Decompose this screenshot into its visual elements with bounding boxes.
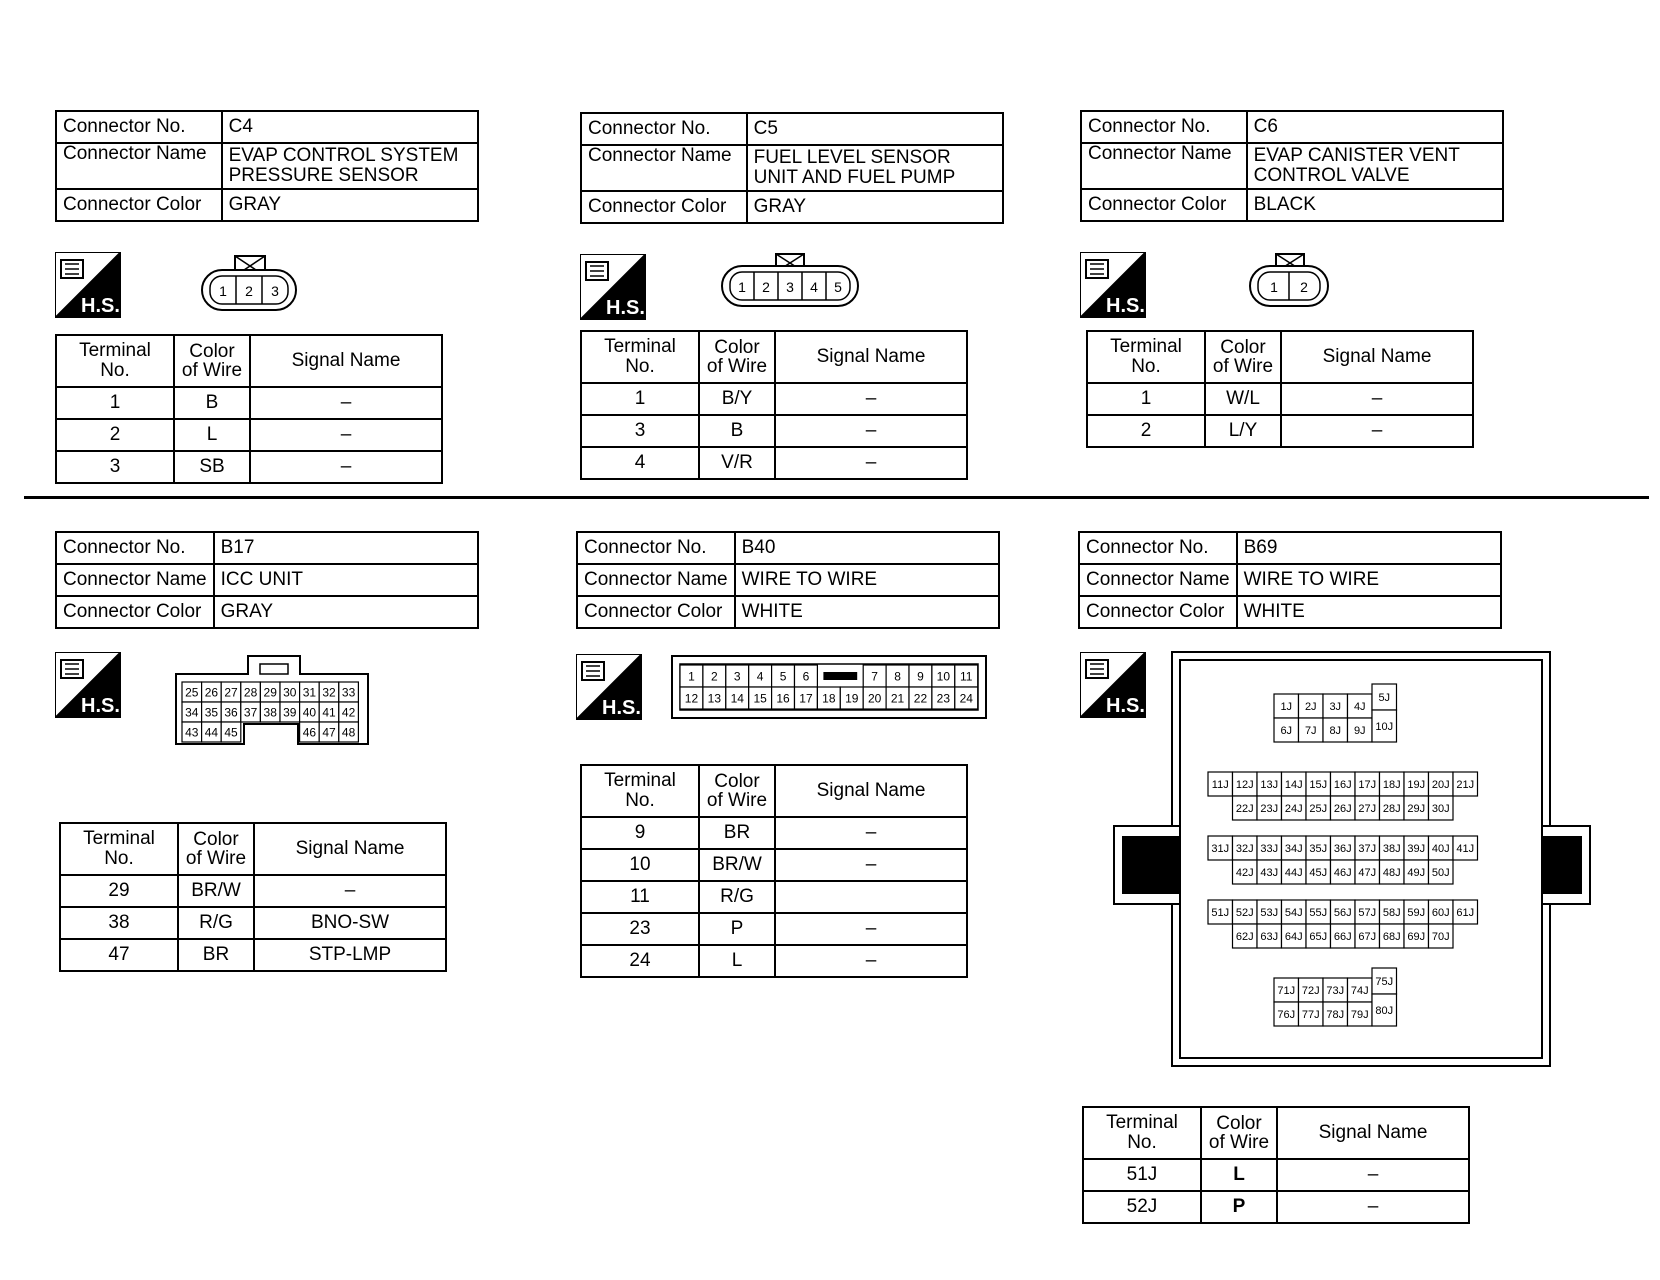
pin-label: 69J [1407,930,1426,943]
signal-name: – [775,945,967,977]
pin-label: 8 [894,669,901,684]
label: Connector Name [1079,564,1237,596]
wire-color: W/L [1205,383,1281,415]
signal-name: – [1281,383,1473,415]
pin-label: 7J [1304,724,1317,737]
pin-label: 37 [243,705,258,720]
pin-label: 11 [960,669,973,684]
section-divider [24,496,1649,499]
pin-label: 25 [185,685,199,700]
pin-label: 13 [707,691,722,706]
pin-1: 1 [1270,279,1278,295]
signal-header: Signal Name [1277,1107,1469,1159]
terminal-header: Terminal No. [60,823,178,875]
table-row [581,415,967,447]
pin-label: 6 [802,669,810,684]
pin-label: 18 [822,691,836,706]
signal-name [775,881,967,913]
label: Connector Color [581,191,747,223]
wire-color: V/R [699,447,775,479]
pin-label: 68J [1382,930,1401,943]
hs-icon [55,252,121,318]
pin-label: 21J [1456,778,1475,791]
pin-label: 41J [1456,842,1475,855]
connector-color: GRAY [214,596,478,628]
pin-label: 34J [1284,842,1303,855]
wire-color: BR [699,817,775,849]
terminal-no: 1 [1087,383,1205,415]
pin-label: 39J [1407,842,1426,855]
connector-name: EVAP CANISTER VENT CONTROL VALVE [1247,143,1503,189]
pin-label: 23 [936,691,951,706]
pin-label: 1J [1280,700,1293,713]
terminal-table-b40 [580,764,968,978]
pin-label: 14J [1284,778,1303,791]
pin-1: 1 [219,283,227,299]
table-row [1087,415,1473,447]
terminal-no: 2 [1087,415,1205,447]
pin-2: 2 [762,279,770,295]
label: Connector No. [56,532,214,564]
pin-label: 42J [1235,866,1254,879]
pin-label: 39 [283,705,297,720]
label: Connector Name [56,143,222,189]
table-row [581,945,967,977]
pin-label: 62J [1235,930,1254,943]
pin-label: 38 [263,705,277,720]
pin-label: 3 [733,669,741,684]
pin-label: 24 [959,691,973,706]
pin-label: 27 [224,685,238,700]
signal-name: – [250,451,442,483]
hs-label: H.S. [1106,695,1145,717]
pin-1: 1 [738,279,746,295]
hs-icon [576,654,642,720]
pin-label: 18J [1382,778,1401,791]
connector-face-b17 [174,652,370,752]
terminal-header: Terminal No. [1083,1107,1201,1159]
connector-no: B17 [214,532,478,564]
pin-label: 54J [1284,906,1303,919]
connector-color: WHITE [735,596,999,628]
key-mark [823,672,857,680]
label: Connector Color [1079,596,1237,628]
terminal-table-c6 [1086,330,1474,448]
hs-icon [55,652,121,718]
wire-color: B [699,415,775,447]
terminal-header: Terminal No. [581,331,699,383]
signal-name: BNO-SW [254,907,446,939]
connector-name: WIRE TO WIRE [735,564,999,596]
table-row [1083,1191,1469,1223]
wire-color: R/G [699,881,775,913]
terminal-no: 1 [581,383,699,415]
pin-label: 46 [302,725,317,740]
pin-label: 17J [1358,778,1377,791]
terminal-no: 24 [581,945,699,977]
label: Connector No. [577,532,735,564]
wire-color: BR/W [178,875,254,907]
connector-face-b40 [670,654,988,720]
connector-face-c4 [200,254,300,314]
pin-label: 32J [1235,842,1254,855]
signal-name: – [775,849,967,881]
label: Connector Color [577,596,735,628]
pin-label: 23J [1260,802,1279,815]
pin-label: 66J [1333,930,1352,943]
signal-name: – [775,415,967,447]
pin-label: 8J [1329,724,1342,737]
connector-color: WHITE [1237,596,1501,628]
terminal-no: 3 [56,451,174,483]
pin-label: 33 [341,685,356,700]
signal-header: Signal Name [250,335,442,387]
pin-label: 29 [263,685,277,700]
pin-3: 3 [786,279,794,295]
terminal-header: Terminal No. [581,765,699,817]
pin-label: 74J [1350,984,1369,997]
pin-label: 2 [711,669,718,684]
pin-label: 16 [776,691,790,706]
pin-label: 28 [243,685,258,700]
pin-label: 40 [302,705,317,720]
connector-info-b69 [1078,531,1502,629]
pin-label: 27J [1358,802,1377,815]
pin-label: 26 [204,685,219,700]
table-row [581,447,967,479]
signal-name: – [254,875,446,907]
pin-label: 9 [917,669,924,684]
pin-label: 41 [322,705,336,720]
signal-header: Signal Name [775,765,967,817]
hs-label: H.S. [81,695,120,717]
wire-color: L [1201,1159,1277,1191]
terminal-no: 47 [60,939,178,971]
wire-color: BR [178,939,254,971]
terminal-header: Terminal No. [1087,331,1205,383]
label: Connector Name [581,145,747,191]
signal-name: – [775,913,967,945]
pin-label: 32 [322,685,336,700]
wire-color: P [1201,1191,1277,1223]
terminal-table-b17 [59,822,447,972]
pin-label: 35 [204,705,219,720]
right-lock [1542,836,1582,894]
pin-label: 44 [204,725,219,740]
pin-label: 47J [1358,866,1377,879]
pin-label: 31 [302,685,317,700]
pin-5: 5 [834,279,842,295]
pin-label: 11J [1211,778,1229,791]
pin-label: 9J [1353,724,1366,737]
wire-color: BR/W [699,849,775,881]
table-row [581,881,967,913]
connector-no: C5 [747,113,1003,145]
table-row [56,419,442,451]
pin-label: 61J [1456,906,1475,919]
pin-label: 21 [890,691,905,706]
pin-3: 3 [271,283,279,299]
pin-label: 34 [185,705,199,720]
terminal-no: 11 [581,881,699,913]
pin-label: 45 [224,725,238,740]
wire-color: R/G [178,907,254,939]
connector-color: GRAY [747,191,1003,223]
pin-label: 17 [799,691,813,706]
pin-label: 28J [1382,802,1401,815]
pin-label: 7 [871,669,878,684]
pin-label: 72J [1301,984,1320,997]
hs-label: H.S. [1106,295,1145,317]
signal-name: – [1281,415,1473,447]
pin-label: 49J [1407,866,1426,879]
pin-label: 12J [1235,778,1254,791]
connector-no: C4 [222,111,478,143]
wire-header: Color of Wire [178,823,254,875]
pin-label: 16J [1333,778,1352,791]
hs-label: H.S. [81,295,120,317]
connector-no: B40 [735,532,999,564]
signal-header: Signal Name [254,823,446,875]
left-lock [1122,836,1180,894]
pin-label: 63J [1260,930,1279,943]
terminal-header: Terminal No. [56,335,174,387]
pin-label: 5J [1378,691,1391,704]
terminal-table-c4 [55,334,443,484]
connector-color: GRAY [222,189,478,221]
pin-label: 43J [1260,866,1279,879]
pin-label: 50J [1431,866,1450,879]
terminal-no: 1 [56,387,174,419]
label: Connector Color [1081,189,1247,221]
connector-no: B69 [1237,532,1501,564]
wire-header: Color of Wire [174,335,250,387]
table-row [1083,1159,1469,1191]
pin-label: 24J [1284,802,1303,815]
terminal-no: 23 [581,913,699,945]
connector-info-c5 [580,112,1004,224]
pin-label: 26J [1333,802,1352,815]
pin-label: 37J [1358,842,1377,855]
table-row [60,875,446,907]
pin-label: 59J [1407,906,1426,919]
terminal-no: 51J [1083,1159,1201,1191]
pin-label: 33J [1260,842,1279,855]
label: Connector No. [1081,111,1247,143]
pin-2: 2 [245,283,253,299]
terminal-no: 4 [581,447,699,479]
pin-label: 2J [1304,700,1317,713]
signal-header: Signal Name [1281,331,1473,383]
pin-label: 36 [224,705,238,720]
pin-label: 46J [1333,866,1352,879]
pin-label: 45J [1309,866,1328,879]
pin-label: 22J [1235,802,1254,815]
pin-label: 12 [684,691,699,706]
signal-header: Signal Name [775,331,967,383]
wire-header: Color of Wire [699,331,775,383]
wire-color: B/Y [699,383,775,415]
pin-label: 70J [1431,930,1450,943]
label: Connector Color [56,189,222,221]
connector-name: EVAP CONTROL SYSTEM PRESSURE SENSOR [222,143,478,189]
hs-icon [580,254,646,320]
pin-label: 1 [688,669,695,684]
pin-label: 35J [1309,842,1328,855]
pin-label: 4J [1353,700,1366,713]
terminal-no: 2 [56,419,174,451]
pin-label: 30J [1431,802,1450,815]
signal-name: STP-LMP [254,939,446,971]
label: Connector Name [56,564,214,596]
hs-label: H.S. [602,697,641,719]
wire-color: P [699,913,775,945]
wire-color: L/Y [1205,415,1281,447]
wire-header: Color of Wire [699,765,775,817]
pin-label: 48J [1382,866,1401,879]
label: Connector No. [56,111,222,143]
pin-label: 76J [1277,1008,1296,1021]
pin-label: 44J [1284,866,1303,879]
connector-name: FUEL LEVEL SENSOR UNIT AND FUEL PUMP [747,145,1003,191]
pin-label: 79J [1350,1008,1369,1021]
signal-name: – [1277,1159,1469,1191]
pin-label: 52J [1235,906,1254,919]
pin-label: 36J [1333,842,1352,855]
label: Connector No. [581,113,747,145]
pin-label: 20 [867,691,882,706]
signal-name: – [1277,1191,1469,1223]
pin-label: 40J [1431,842,1450,855]
pin-label: 60J [1431,906,1450,919]
pin-label: 14 [730,691,744,706]
pin-label: 19J [1407,778,1426,791]
signal-name: – [775,383,967,415]
pin-label: 15J [1309,778,1328,791]
pin-label: 43 [185,725,199,740]
table-row [1087,383,1473,415]
pin-label: 71J [1277,984,1296,997]
table-row [60,907,446,939]
pin-label: 57J [1358,906,1377,919]
connector-info-c4 [55,110,479,222]
connector-info-c6 [1080,110,1504,222]
signal-name: – [250,387,442,419]
pin-label: 53J [1260,906,1279,919]
pin-label: 30 [283,685,297,700]
wire-color: L [174,419,250,451]
pin-label: 75J [1375,975,1394,988]
pin-label: 48 [341,725,356,740]
pin-label: 5 [779,669,787,684]
terminal-no: 10 [581,849,699,881]
table-row [56,451,442,483]
terminal-no: 3 [581,415,699,447]
table-row [56,387,442,419]
pin-label: 64J [1284,930,1303,943]
pin-label: 42 [341,705,356,720]
terminal-no: 9 [581,817,699,849]
table-row [581,849,967,881]
table-row [581,913,967,945]
pin-label: 3J [1329,700,1342,713]
pin-label: 4 [756,669,764,684]
table-row [581,383,967,415]
signal-name: – [250,419,442,451]
connector-color: BLACK [1247,189,1503,221]
table-row [60,939,446,971]
pin-label: 22 [913,691,928,706]
pin-label: 80J [1375,1004,1394,1017]
pin-label: 47 [322,725,336,740]
pin-label: 10 [936,669,951,684]
connector-face-c6 [1248,252,1332,312]
pin-label: 58J [1382,906,1401,919]
wire-header: Color of Wire [1205,331,1281,383]
pin-label: 15 [753,691,767,706]
connector-face-c5 [720,252,860,312]
pin-label: 31J [1211,842,1230,855]
signal-name: – [775,447,967,479]
pin-label: 10J [1375,720,1394,733]
label: Connector Name [1081,143,1247,189]
pin-label: 78J [1326,1008,1345,1021]
pin-label: 29J [1407,802,1426,815]
pin-2: 2 [1300,279,1308,295]
pin-label: 55J [1309,906,1328,919]
table-row [581,817,967,849]
terminal-table-c5 [580,330,968,480]
pin-label: 25J [1309,802,1328,815]
pin-label: 19 [845,691,859,706]
label: Connector No. [1079,532,1237,564]
pin-label: 73J [1326,984,1345,997]
terminal-no: 52J [1083,1191,1201,1223]
terminal-table-b69 [1082,1106,1470,1224]
pin-label: 65J [1309,930,1328,943]
pin-label: 13J [1260,778,1279,791]
pin-label: 56J [1333,906,1352,919]
connector-info-b40 [576,531,1000,629]
wire-color: SB [174,451,250,483]
wire-color: L [699,945,775,977]
connector-info-b17 [55,531,479,629]
pin-4: 4 [810,279,818,295]
pin-label: 38J [1382,842,1401,855]
hs-icon [1080,252,1146,318]
pin-label: 67J [1358,930,1377,943]
signal-name: – [775,817,967,849]
wire-color: B [174,387,250,419]
label: Connector Color [56,596,214,628]
connector-name: ICC UNIT [214,564,478,596]
terminal-no: 29 [60,875,178,907]
connector-face-b69 [1112,650,1592,1070]
pin-label: 6J [1280,724,1293,737]
pin-label: 20J [1431,778,1450,791]
hs-label: H.S. [606,297,645,319]
label: Connector Name [577,564,735,596]
terminal-no: 38 [60,907,178,939]
wire-header: Color of Wire [1201,1107,1277,1159]
connector-name: WIRE TO WIRE [1237,564,1501,596]
connector-no: C6 [1247,111,1503,143]
pin-label: 51J [1211,906,1230,919]
pin-label: 77J [1301,1008,1320,1021]
